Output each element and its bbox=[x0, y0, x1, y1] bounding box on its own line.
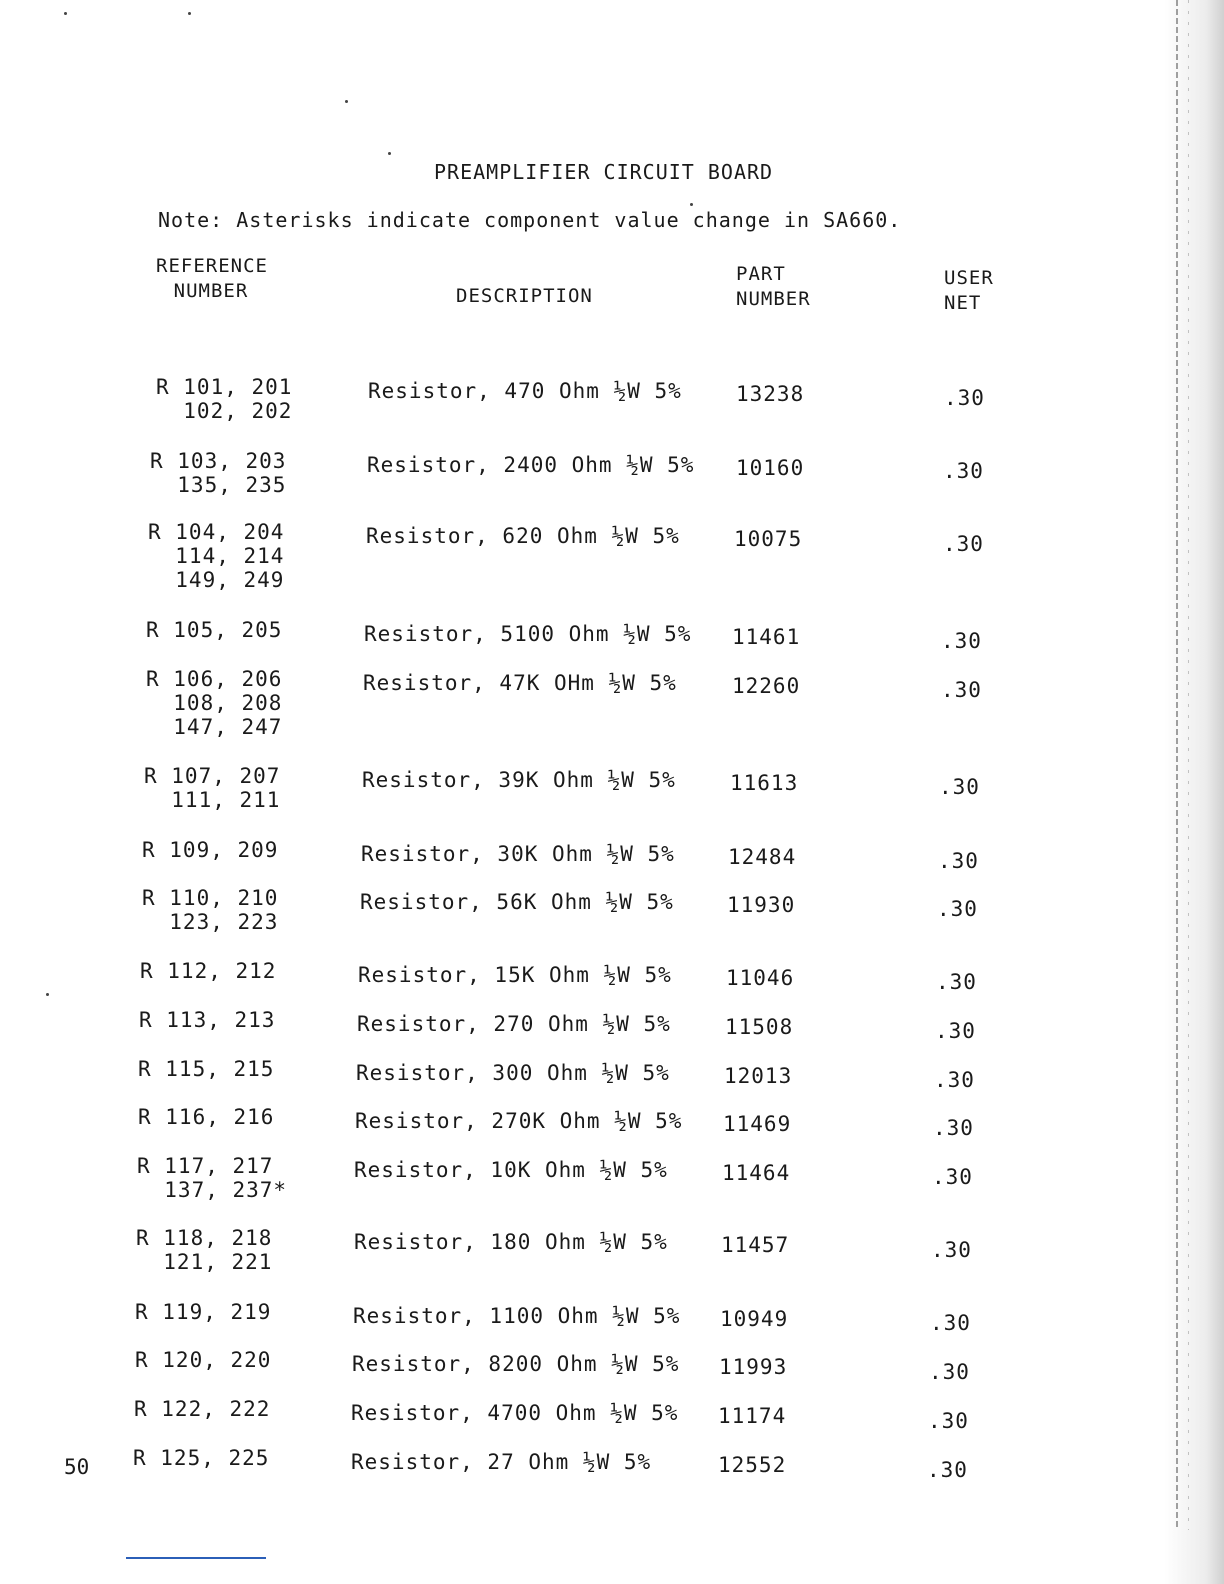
reference-number-cell bbox=[133, 1446, 269, 1470]
user-net-cell: .30 bbox=[935, 1019, 976, 1043]
scan-speck bbox=[64, 12, 67, 15]
user-net-cell: .30 bbox=[927, 1458, 968, 1482]
reference-number-line: 123, 223 bbox=[142, 910, 279, 934]
reference-number-line: 108, 208 bbox=[146, 691, 283, 715]
reference-number-line: 135, 235 bbox=[150, 473, 287, 497]
header-part-line2: NUMBER bbox=[736, 288, 811, 310]
reference-number-line: R 113, 213 bbox=[139, 1008, 276, 1032]
user-net-cell: .30 bbox=[943, 459, 984, 483]
reference-number-cell bbox=[140, 959, 276, 983]
user-net-cell: .30 bbox=[944, 386, 985, 410]
reference-number-cell bbox=[156, 375, 292, 423]
part-number-cell: 12260 bbox=[732, 674, 801, 698]
reference-number-cell bbox=[146, 667, 282, 739]
page-title: PREAMPLIFIER CIRCUIT BOARD bbox=[434, 160, 774, 184]
part-number-cell: 11993 bbox=[719, 1355, 788, 1379]
part-number-cell: 11457 bbox=[721, 1233, 790, 1257]
part-number-cell: 12013 bbox=[724, 1064, 793, 1088]
part-number-cell: 10160 bbox=[736, 456, 805, 480]
user-net-cell: .30 bbox=[936, 970, 977, 994]
user-net-cell: .30 bbox=[933, 1116, 974, 1140]
reference-number-cell bbox=[142, 838, 278, 862]
user-net-cell: .30 bbox=[928, 1409, 969, 1433]
reference-number-cell bbox=[135, 1348, 271, 1372]
description-cell: Resistor, 620 Ohm ½W 5% bbox=[366, 524, 680, 548]
user-net-cell: .30 bbox=[934, 1068, 975, 1092]
reference-number-cell bbox=[150, 449, 286, 497]
description-cell: Resistor, 1100 Ohm ½W 5% bbox=[353, 1304, 681, 1328]
description-cell: Resistor, 270 Ohm ½W 5% bbox=[357, 1012, 671, 1036]
reference-number-line: R 116, 216 bbox=[138, 1105, 275, 1129]
description-cell: Resistor, 47K OHm ½W 5% bbox=[363, 671, 677, 695]
reference-number-line: R 120, 220 bbox=[135, 1348, 272, 1372]
scan-edge-line bbox=[1176, 0, 1178, 1530]
user-net-cell: .30 bbox=[937, 897, 978, 921]
description-cell: Resistor, 56K Ohm ½W 5% bbox=[360, 890, 674, 914]
description-cell: Resistor, 39K Ohm ½W 5% bbox=[362, 768, 676, 792]
reference-number-line: 137, 237* bbox=[137, 1178, 288, 1202]
reference-number-line: R 119, 219 bbox=[135, 1300, 272, 1324]
part-number-cell: 11930 bbox=[727, 893, 796, 917]
reference-number-line: R 103, 203 bbox=[150, 449, 287, 473]
reference-number-line: R 115, 215 bbox=[138, 1057, 275, 1081]
header-net-line2: NET bbox=[944, 292, 982, 314]
user-net-cell: .30 bbox=[939, 775, 980, 799]
part-number-cell: 12484 bbox=[728, 845, 797, 869]
part-number-cell: 11508 bbox=[725, 1015, 794, 1039]
header-part-number bbox=[736, 262, 811, 312]
part-number-cell: 11613 bbox=[730, 771, 799, 795]
scan-edge-line-secondary bbox=[1188, 0, 1189, 1530]
reference-number-cell bbox=[142, 886, 278, 934]
reference-number-cell bbox=[139, 1008, 275, 1032]
description-cell: Resistor, 4700 Ohm ½W 5% bbox=[351, 1401, 679, 1425]
reference-number-cell bbox=[146, 618, 282, 642]
reference-number-line: R 122, 222 bbox=[134, 1397, 271, 1421]
reference-number-line: 147, 247 bbox=[146, 715, 283, 739]
part-number-cell: 10075 bbox=[734, 527, 803, 551]
reference-number-line: R 106, 206 bbox=[146, 667, 283, 691]
reference-number-line: 102, 202 bbox=[156, 399, 293, 423]
reference-number-line: R 110, 210 bbox=[142, 886, 279, 910]
user-net-cell: .30 bbox=[930, 1311, 971, 1335]
reference-number-line: R 118, 218 bbox=[136, 1226, 273, 1250]
description-cell: Resistor, 2400 Ohm ½W 5% bbox=[367, 453, 695, 477]
reference-number-cell bbox=[148, 520, 284, 592]
reference-number-line: 149, 249 bbox=[148, 568, 285, 592]
scan-edge-shadow bbox=[1164, 0, 1224, 1584]
user-net-cell: .30 bbox=[931, 1238, 972, 1262]
reference-number-line: R 109, 209 bbox=[142, 838, 279, 862]
scan-speck bbox=[690, 203, 693, 206]
description-cell: Resistor, 27 Ohm ½W 5% bbox=[351, 1450, 652, 1474]
reference-number-line: 111, 211 bbox=[144, 788, 281, 812]
reference-number-line: R 107, 207 bbox=[144, 764, 281, 788]
scan-speck bbox=[345, 100, 348, 103]
header-part-line1: PART bbox=[736, 263, 786, 285]
description-cell: Resistor, 300 Ohm ½W 5% bbox=[356, 1061, 670, 1085]
user-net-cell: .30 bbox=[929, 1360, 970, 1384]
description-cell: Resistor, 15K Ohm ½W 5% bbox=[358, 963, 672, 987]
reference-number-line: R 101, 201 bbox=[156, 375, 293, 399]
page-number: 50 bbox=[64, 1455, 90, 1479]
user-net-cell: .30 bbox=[932, 1165, 973, 1189]
description-cell: Resistor, 470 Ohm ½W 5% bbox=[368, 379, 682, 403]
reference-number-cell bbox=[136, 1226, 272, 1274]
reference-number-line: R 104, 204 bbox=[148, 520, 285, 544]
part-number-cell: 11464 bbox=[722, 1161, 791, 1185]
reference-number-cell bbox=[135, 1300, 271, 1324]
header-user-net bbox=[944, 266, 994, 316]
reference-number-cell bbox=[138, 1105, 274, 1129]
part-number-cell: 12552 bbox=[718, 1453, 787, 1477]
description-cell: Resistor, 8200 Ohm ½W 5% bbox=[352, 1352, 680, 1376]
user-net-cell: .30 bbox=[943, 532, 984, 556]
reference-number-line: 121, 221 bbox=[136, 1250, 273, 1274]
header-description: DESCRIPTION bbox=[456, 285, 593, 307]
description-cell: Resistor, 180 Ohm ½W 5% bbox=[354, 1230, 668, 1254]
reference-number-cell bbox=[134, 1397, 270, 1421]
header-ref-line2: NUMBER bbox=[173, 280, 249, 302]
part-number-cell: 10949 bbox=[720, 1307, 789, 1331]
header-net-line1: USER bbox=[944, 267, 994, 289]
reference-number-line: R 125, 225 bbox=[133, 1446, 270, 1470]
user-net-cell: .30 bbox=[941, 629, 982, 653]
reference-number-line: R 112, 212 bbox=[140, 959, 277, 983]
part-number-cell: 11469 bbox=[723, 1112, 792, 1136]
header-reference-number bbox=[156, 254, 266, 304]
scan-speck bbox=[46, 993, 49, 996]
underline-mark bbox=[126, 1557, 266, 1559]
reference-number-line: R 117, 217 bbox=[137, 1154, 274, 1178]
reference-number-line: R 105, 205 bbox=[146, 618, 283, 642]
part-number-cell: 11174 bbox=[718, 1404, 787, 1428]
description-cell: Resistor, 10K Ohm ½W 5% bbox=[354, 1158, 668, 1182]
user-net-cell: .30 bbox=[938, 849, 979, 873]
part-number-cell: 11046 bbox=[726, 966, 795, 990]
scan-speck bbox=[188, 12, 191, 15]
reference-number-cell bbox=[137, 1154, 287, 1202]
part-number-cell: 13238 bbox=[736, 382, 805, 406]
header-ref-line1: REFERENCE bbox=[156, 255, 268, 277]
description-cell: Resistor, 5100 Ohm ½W 5% bbox=[364, 622, 692, 646]
description-cell: Resistor, 30K Ohm ½W 5% bbox=[361, 842, 675, 866]
note-text: Note: Asterisks indicate component value change in SA660. bbox=[158, 208, 902, 232]
user-net-cell: .30 bbox=[941, 678, 982, 702]
reference-number-line: 114, 214 bbox=[148, 544, 285, 568]
description-cell: Resistor, 270K Ohm ½W 5% bbox=[355, 1109, 683, 1133]
part-number-cell: 11461 bbox=[732, 625, 801, 649]
scan-speck bbox=[388, 152, 391, 155]
reference-number-cell bbox=[138, 1057, 274, 1081]
reference-number-cell bbox=[144, 764, 280, 812]
